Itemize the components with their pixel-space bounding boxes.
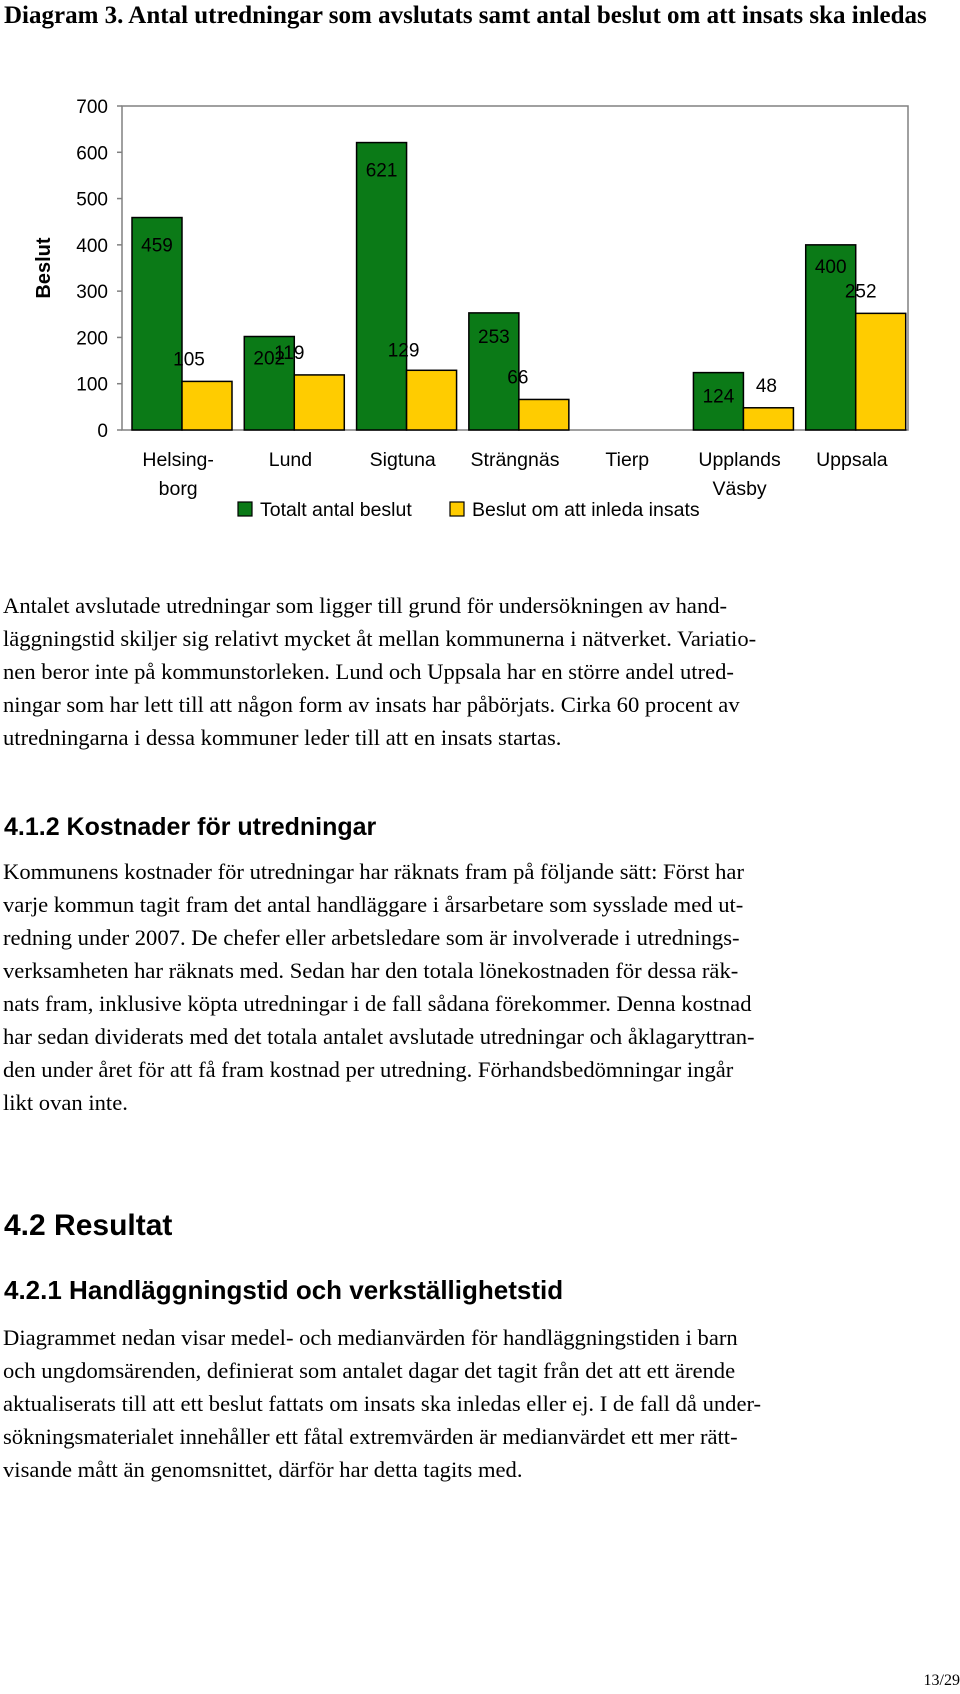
- x-category-label: Strängnäs: [470, 449, 560, 471]
- legend-swatch-insats: [450, 502, 464, 516]
- x-category-label: Helsing-: [142, 449, 214, 471]
- bar-beslut-om-insats: [182, 381, 232, 430]
- paragraph-line: sökningsmaterialet innehåller ett fåtal extremvärden är medianvärdet ett mer rätt-: [3, 1424, 738, 1449]
- x-category-label: Väsby: [712, 478, 767, 500]
- y-tick-label: 300: [76, 282, 108, 304]
- paragraph-line: nen beror inte på kommunstorleken. Lund och Uppsala har en större andel utred-: [3, 659, 734, 684]
- legend-label: Beslut om att inleda insats: [472, 499, 700, 521]
- x-category-label: Sigtuna: [369, 449, 436, 471]
- heading-4-1-2: 4.1.2 Kostnader för utredningar: [4, 813, 377, 841]
- legend-swatch-totalt: [238, 502, 252, 516]
- paragraph-line: ningar som har lett till att någon form av insats har påbörjats. Cirka 60 procent av: [3, 692, 740, 717]
- paragraph-line: den under året för att få fram kostnad per utredning. Förhandsbedömningar ingår: [3, 1057, 734, 1082]
- bar-beslut-om-insats: [519, 399, 569, 430]
- paragraph-line: visande mått än genomsnittet, därför har detta tagits med.: [3, 1457, 523, 1482]
- bar-chart: [0, 0, 960, 540]
- paragraph-network-variation: [3, 589, 947, 754]
- page-number: 13/29: [923, 1672, 960, 1689]
- y-axis-title: Beslut: [33, 237, 55, 299]
- bar-beslut-om-insats: [294, 375, 344, 430]
- bar-beslut-om-insats: [407, 370, 457, 430]
- y-tick-label: 200: [76, 328, 108, 350]
- paragraph-line: utredningarna i dessa kommuner leder till att en insats startas.: [3, 725, 562, 750]
- paragraph-line: likt ovan inte.: [3, 1090, 128, 1115]
- data-label: 202: [253, 348, 286, 370]
- data-label: 48: [755, 375, 777, 397]
- y-tick-label: 700: [76, 97, 108, 118]
- bar-beslut-om-insats: [743, 408, 793, 430]
- legend-label: Totalt antal beslut: [260, 499, 412, 521]
- x-category-label: borg: [158, 478, 198, 500]
- bar-beslut-om-insats: [856, 313, 906, 430]
- paragraph-line: läggningstid skiljer sig relativt mycket åt mellan kommunerna i nätverket. Variatio-: [3, 626, 757, 651]
- paragraph-handling-time: [3, 1321, 947, 1486]
- paragraph-line: Diagrammet nedan visar medel- och medianvärden för handläggningstiden i barn: [3, 1325, 738, 1350]
- x-category-label: Lund: [268, 449, 313, 471]
- data-label: 119: [274, 342, 305, 364]
- paragraph-line: Kommunens kostnader för utredningar har räknats fram på följande sätt: Först har: [3, 859, 744, 884]
- y-tick-label: 500: [76, 189, 108, 211]
- x-category-label: Upplands: [698, 449, 781, 471]
- y-tick-label: 400: [76, 235, 108, 257]
- paragraph-line: nats fram, inklusive köpta utredningar i de fall sådana förekommer. Denna kostnad: [3, 991, 752, 1016]
- bar-totalt-antal-beslut: [357, 143, 407, 430]
- y-tick-label: 600: [76, 143, 108, 165]
- data-label: 400: [814, 256, 847, 278]
- diagram-title: Diagram 3. Antal utredningar som avslutats samt antal beslut om att insats ska inledas: [4, 2, 927, 29]
- paragraph-line: verksamheten har räknats med. Sedan har den totala lönekostnaden för dessa räk-: [3, 958, 739, 983]
- paragraph-cost-method: [3, 855, 947, 1119]
- y-tick-label: 100: [76, 374, 108, 396]
- paragraph-line: och ungdomsärenden, definierat som antalet dagar det tagit från det att ett ärende: [3, 1358, 736, 1383]
- data-label: 66: [507, 367, 529, 389]
- x-category-label: Uppsala: [816, 449, 888, 471]
- x-category-label: Tierp: [605, 449, 650, 471]
- data-label: 252: [844, 281, 877, 303]
- heading-4-2: 4.2 Resultat: [4, 1209, 173, 1242]
- data-label: 105: [173, 349, 205, 371]
- paragraph-line: redning under 2007. De chefer eller arbetsledare som är involverade i utrednings-: [3, 925, 740, 950]
- y-tick-label: 0: [97, 421, 108, 442]
- data-label: 621: [365, 160, 398, 182]
- data-label: 124: [702, 386, 735, 408]
- heading-4-2-1: 4.2.1 Handläggningstid och verkställighetstid: [4, 1275, 564, 1305]
- data-label: 129: [387, 340, 420, 362]
- data-label: 459: [141, 235, 173, 257]
- paragraph-line: aktualiserats till att ett beslut fattats om insats ska inledas eller ej. I de fall då under-: [3, 1391, 762, 1416]
- paragraph-line: Antalet avslutade utredningar som ligger till grund för undersökningen av hand-: [3, 593, 728, 618]
- paragraph-line: varje kommun tagit fram det antal handläggare i årsarbetare som sysslade med ut-: [3, 892, 744, 917]
- data-label: 253: [478, 326, 510, 348]
- paragraph-line: har sedan dividerats med det totala antalet avslutade utredningar och åklagaryttran-: [3, 1024, 755, 1049]
